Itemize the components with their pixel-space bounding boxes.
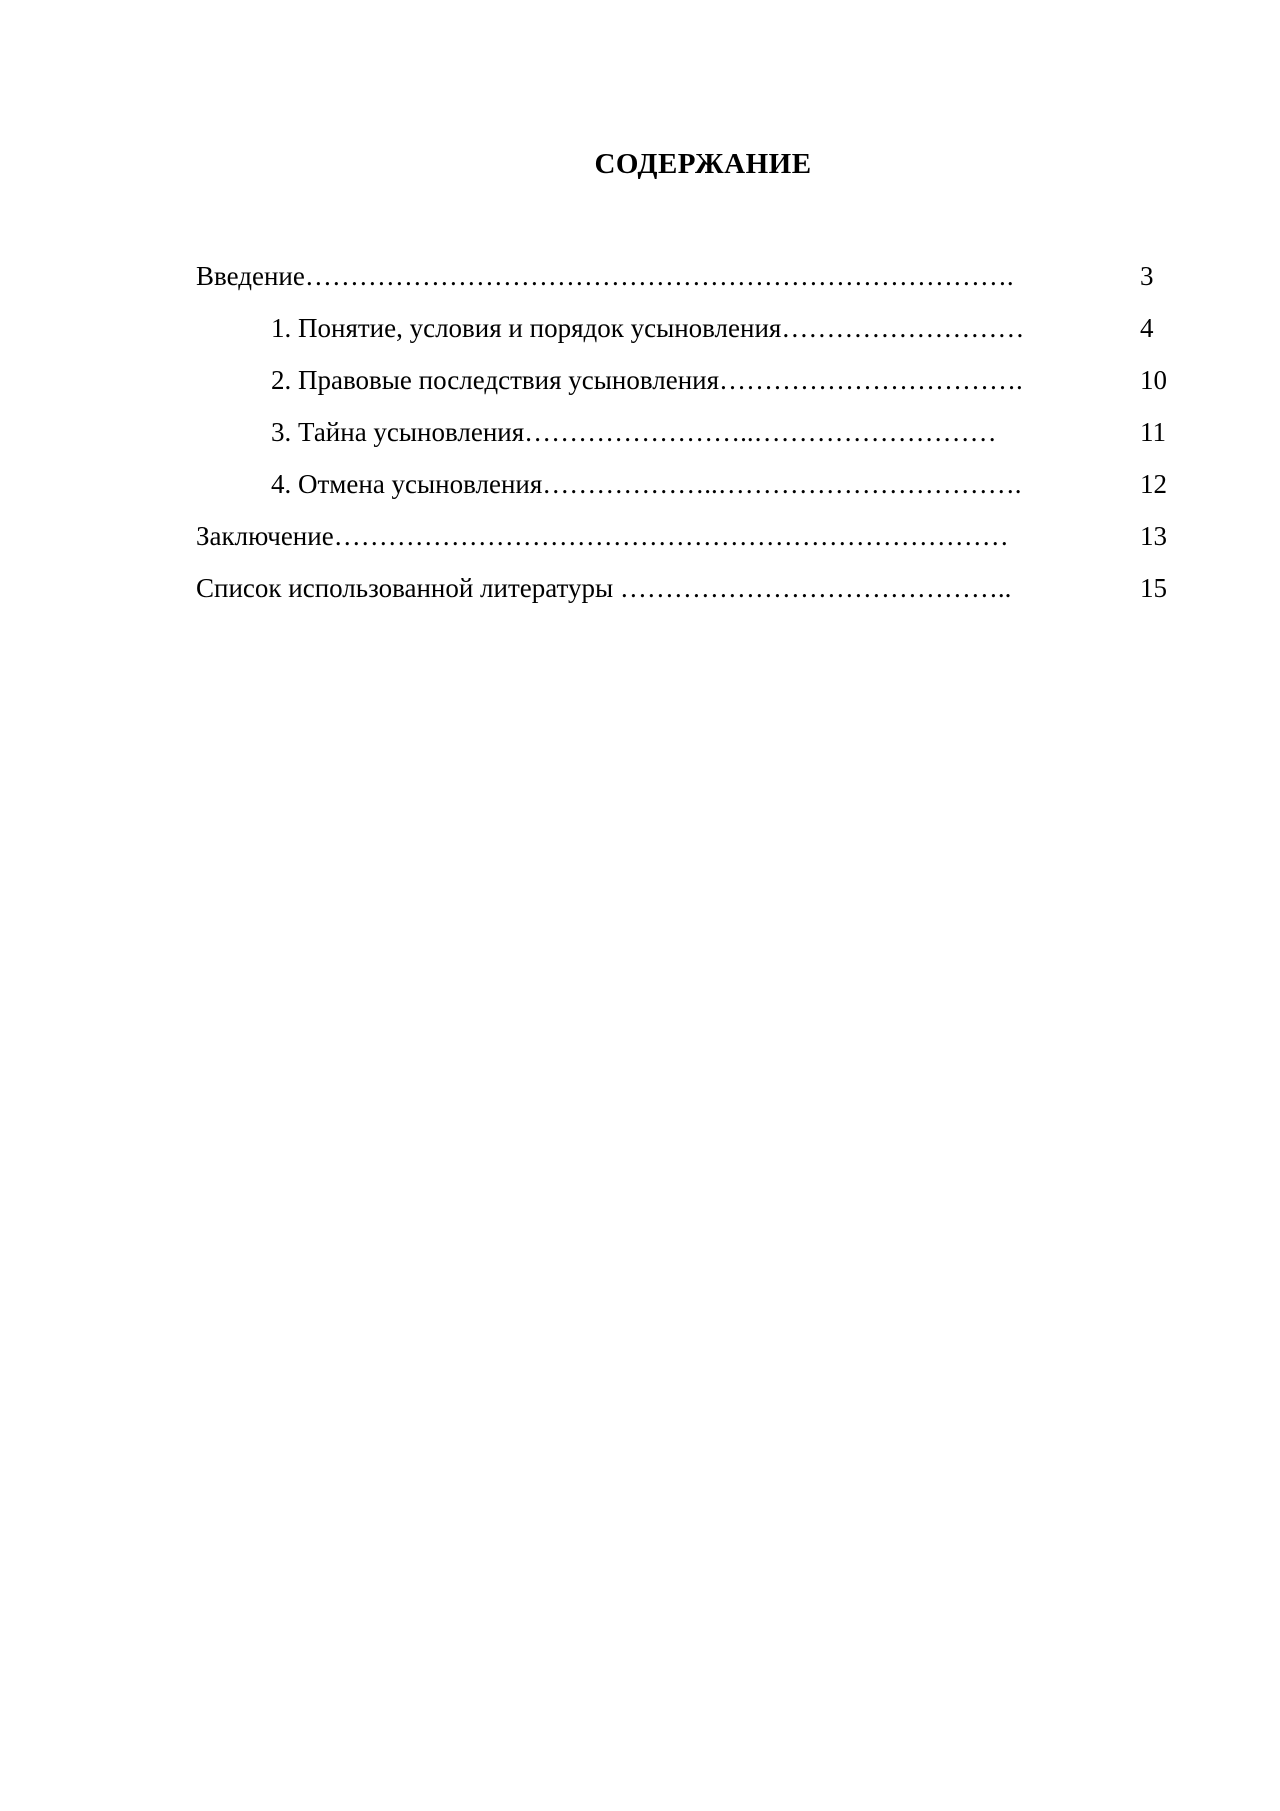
- table-of-contents: [196, 256, 1172, 620]
- toc-entry-text: 3. Тайна усыновления……………………..………………………: [271, 417, 997, 447]
- toc-entry-introduction: [196, 256, 1172, 308]
- toc-entry-page: 3: [1140, 261, 1154, 291]
- toc-entry-text: Заключение…………………………………………………………………: [196, 521, 1009, 551]
- toc-entry-bibliography: [196, 568, 1172, 620]
- toc-entry-chapter-3: [196, 412, 1172, 464]
- toc-entry-text: Введение…………………………………………………………………….: [196, 261, 1014, 291]
- toc-entry-page: 13: [1140, 521, 1167, 551]
- toc-entry-text: 1. Понятие, условия и порядок усыновления………………………: [271, 313, 1025, 343]
- toc-entry-page: 11: [1140, 417, 1166, 447]
- toc-entry-page: 4: [1140, 313, 1154, 343]
- toc-entry-page: 10: [1140, 365, 1167, 395]
- toc-entry-text: Список использованной литературы ……………………………………..: [196, 573, 1012, 603]
- toc-entry-page: 15: [1140, 573, 1167, 603]
- toc-entry-chapter-1: [196, 308, 1172, 360]
- toc-entry-chapter-2: [196, 360, 1172, 412]
- toc-entry-text: 2. Правовые последствия усыновления…………………………….: [271, 365, 1023, 395]
- page-title: СОДЕРЖАНИЕ: [594, 148, 812, 180]
- toc-entry-page: 12: [1140, 469, 1167, 499]
- toc-entry-text: 4. Отмена усыновления………………..…………………………….: [271, 469, 1022, 499]
- toc-entry-conclusion: [196, 516, 1172, 568]
- toc-entry-chapter-4: [196, 464, 1172, 516]
